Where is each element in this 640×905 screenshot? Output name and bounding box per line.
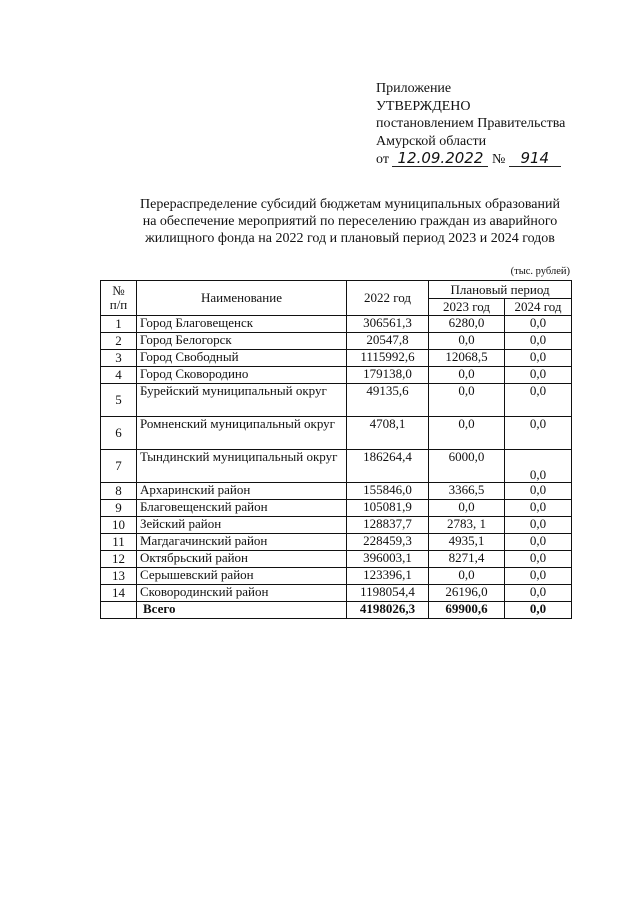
row-2022-value: 4708,1: [347, 417, 429, 450]
row-number: 3: [101, 350, 137, 367]
table-row: [101, 316, 572, 333]
row-number: 10: [101, 517, 137, 534]
approval-region: Амурской области: [376, 133, 487, 149]
row-2022-value: 155846,0: [347, 483, 429, 500]
row-2024-value: 0,0: [505, 551, 572, 568]
row-number: 12: [101, 551, 137, 568]
row-2024-value: 0,0: [505, 316, 572, 333]
handwritten-date: 12.09.2022: [392, 150, 488, 167]
table-row: [101, 568, 572, 585]
row-2024-value: 0,0: [505, 384, 572, 417]
approval-resolution: постановлением Правительства: [376, 116, 566, 131]
table-row: [101, 483, 572, 500]
row-2024-value: 0,0: [505, 450, 572, 483]
row-2022-value: 49135,6: [347, 384, 429, 417]
total-2023-value: 69900,6: [429, 602, 505, 619]
row-number: 5: [101, 384, 137, 417]
row-name: Серышевский район: [137, 568, 347, 585]
row-2024-value: 0,0: [505, 585, 572, 602]
approval-appendix: Приложение: [376, 81, 452, 96]
row-2022-value: 186264,4: [347, 450, 429, 483]
row-name: Архаринский район: [137, 483, 347, 500]
row-name: Город Свободный: [137, 350, 347, 367]
title-line-1: Перераспределение субсидий бюджетам муниципальных образований: [140, 197, 560, 212]
header-num: № п/п: [101, 281, 137, 316]
row-name: Зейский район: [137, 517, 347, 534]
row-2022-value: 1198054,4: [347, 585, 429, 602]
row-number: 14: [101, 585, 137, 602]
table-row: [101, 585, 572, 602]
row-number: 9: [101, 500, 137, 517]
row-number: 7: [101, 450, 137, 483]
total-label: Всего: [137, 602, 347, 619]
row-2022-value: 105081,9: [347, 500, 429, 517]
row-number: 4: [101, 367, 137, 384]
row-2022-value: 228459,3: [347, 534, 429, 551]
table-row: [101, 384, 572, 417]
row-2023-value: 2783, 1: [429, 517, 505, 534]
table-row: [101, 417, 572, 450]
row-2022-value: 306561,3: [347, 316, 429, 333]
row-number: 1: [101, 316, 137, 333]
row-2022-value: 396003,1: [347, 551, 429, 568]
handwritten-number: 914: [509, 150, 561, 167]
row-name: Сковородинский район: [137, 585, 347, 602]
header-2023: 2023 год: [429, 299, 505, 316]
total-2022-value: 4198026,3: [347, 602, 429, 619]
row-name: Город Сковородино: [137, 367, 347, 384]
row-2023-value: 0,0: [429, 384, 505, 417]
row-2023-value: 12068,5: [429, 350, 505, 367]
row-2024-value: 0,0: [505, 483, 572, 500]
title-line-3: жилищного фонда на 2022 год и плановый период 2023 и 2024 годов: [145, 231, 555, 246]
row-2024-value: 0,0: [505, 333, 572, 350]
row-name: Октябрьский район: [137, 551, 347, 568]
row-2023-value: 8271,4: [429, 551, 505, 568]
row-2022-value: 179138,0: [347, 367, 429, 384]
row-name: Бурейский муниципальный округ: [137, 384, 347, 417]
title-line-2: на обеспечение мероприятий по переселению граждан из аварийного: [142, 214, 558, 229]
table-row: [101, 517, 572, 534]
approval-block: [376, 80, 565, 169]
row-2023-value: 6280,0: [429, 316, 505, 333]
subsidy-table: [100, 280, 572, 619]
total-num-blank: [101, 602, 137, 619]
table-row: [101, 367, 572, 384]
header-2024: 2024 год: [505, 299, 572, 316]
row-2023-value: 0,0: [429, 568, 505, 585]
row-2024-value: 0,0: [505, 500, 572, 517]
row-2023-value: 0,0: [429, 333, 505, 350]
row-2024-value: 0,0: [505, 568, 572, 585]
table-total-row: [101, 602, 572, 619]
table-row: [101, 450, 572, 483]
row-2023-value: 26196,0: [429, 585, 505, 602]
total-2024-value: 0,0: [505, 602, 572, 619]
approval-approved: УТВЕРЖДЕНО: [376, 98, 471, 114]
row-name: Город Белогорск: [137, 333, 347, 350]
row-name: Магдагачинский район: [137, 534, 347, 551]
document-title: [100, 196, 600, 247]
row-2022-value: 20547,8: [347, 333, 429, 350]
table-row: [101, 350, 572, 367]
header-planned-period: Плановый период: [429, 281, 572, 299]
row-2022-value: 123396,1: [347, 568, 429, 585]
date-prefix: от: [376, 152, 389, 167]
table-body: [101, 316, 572, 619]
row-2024-value: 0,0: [505, 417, 572, 450]
row-name: Город Благовещенск: [137, 316, 347, 333]
number-prefix: №: [491, 152, 506, 167]
row-name: Тындинский муниципальный округ: [137, 450, 347, 483]
header-2022: 2022 год: [347, 281, 429, 316]
row-number: 2: [101, 333, 137, 350]
table-row: [101, 500, 572, 517]
header-name: Наименование: [137, 281, 347, 316]
row-2023-value: 6000,0: [429, 450, 505, 483]
row-name: Ромненский муниципальный округ: [137, 417, 347, 450]
row-2023-value: 3366,5: [429, 483, 505, 500]
units-label: (тыс. рублей): [510, 266, 570, 277]
row-number: 13: [101, 568, 137, 585]
table-row: [101, 333, 572, 350]
row-2023-value: 4935,1: [429, 534, 505, 551]
row-number: 6: [101, 417, 137, 450]
row-number: 8: [101, 483, 137, 500]
row-2023-value: 0,0: [429, 500, 505, 517]
row-2024-value: 0,0: [505, 367, 572, 384]
row-2024-value: 0,0: [505, 517, 572, 534]
table-row: [101, 534, 572, 551]
row-2022-value: 1115992,6: [347, 350, 429, 367]
row-number: 11: [101, 534, 137, 551]
row-2023-value: 0,0: [429, 417, 505, 450]
row-2022-value: 128837,7: [347, 517, 429, 534]
row-2023-value: 0,0: [429, 367, 505, 384]
table-row: [101, 551, 572, 568]
approval-date-line: [376, 150, 565, 169]
row-2024-value: 0,0: [505, 534, 572, 551]
row-name: Благовещенский район: [137, 500, 347, 517]
row-2024-value: 0,0: [505, 350, 572, 367]
